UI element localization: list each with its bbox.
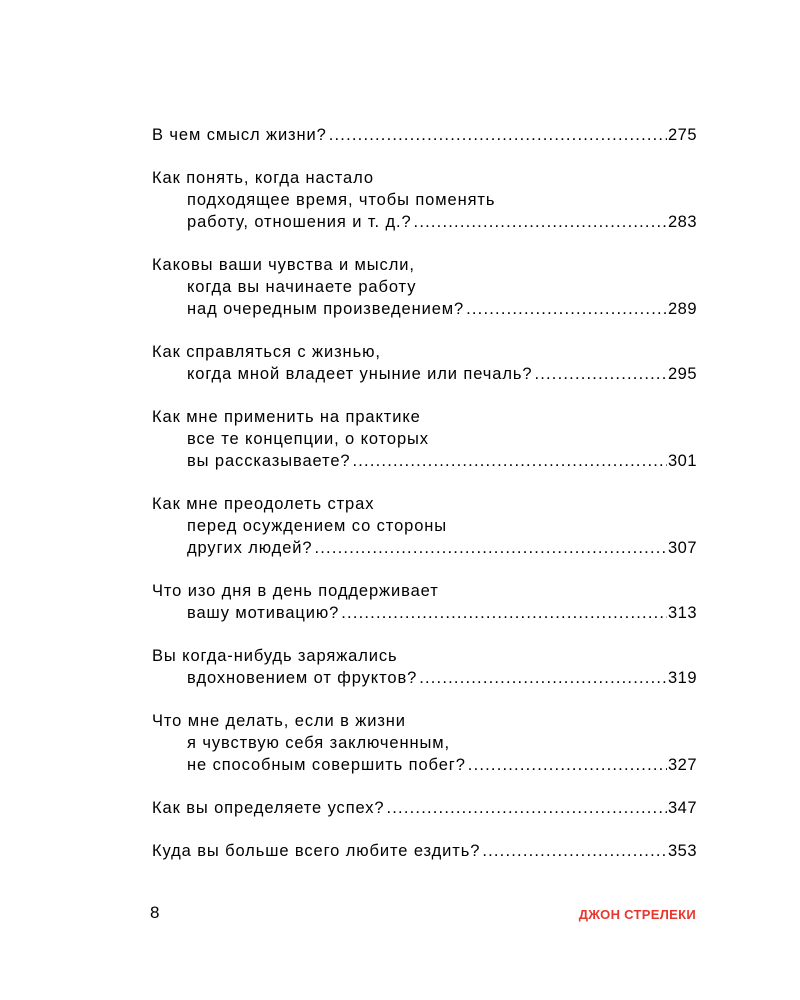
dot-leader: [419, 667, 667, 689]
dot-leader: [466, 298, 667, 320]
table-of-contents: [152, 124, 697, 883]
toc-entry-page: 327: [667, 756, 697, 774]
toc-entry-line: [152, 602, 697, 624]
dot-leader: [468, 754, 667, 776]
toc-entry[interactable]: [152, 167, 697, 233]
toc-entry-title: Куда вы больше всего любите ездить?: [152, 842, 481, 860]
toc-entry-page: 347: [667, 799, 697, 817]
toc-entry-title: Вы когда-нибудь заряжались: [152, 647, 398, 665]
toc-entry-title-continuation: над очередным произведением?: [187, 300, 465, 318]
toc-entry[interactable]: [152, 797, 697, 819]
toc-entry-page: 313: [667, 604, 697, 622]
toc-entry-page: 301: [667, 452, 697, 470]
toc-entry-title: Как справляться с жизнью,: [152, 343, 381, 361]
dot-leader: [482, 840, 667, 862]
toc-entry-page: 353: [667, 842, 697, 860]
toc-entry-title: Каковы ваши чувства и мысли,: [152, 256, 415, 274]
toc-entry-line: [152, 797, 697, 819]
toc-entry-page: 283: [667, 213, 697, 231]
toc-entry-page: 295: [667, 365, 697, 383]
toc-entry-page: 275: [667, 126, 697, 144]
toc-entry-title: Как вы определяете успех?: [152, 799, 385, 817]
toc-entry-title-continuation: подходящее время, чтобы поменять: [187, 191, 496, 209]
toc-entry-title-continuation: других людей?: [187, 539, 313, 557]
toc-entry[interactable]: [152, 710, 697, 776]
toc-entry-title-continuation: когда вы начинаете работу: [187, 278, 417, 296]
toc-entry-line: [152, 450, 697, 472]
toc-entry-title-continuation: вашу мотивацию?: [187, 604, 340, 622]
dot-leader: [314, 537, 666, 559]
toc-entry-title: Как мне применить на практике: [152, 408, 421, 426]
dot-leader: [341, 602, 667, 624]
toc-entry-line: [152, 298, 697, 320]
toc-entry-page: 319: [667, 669, 697, 687]
toc-entry-title-continuation: не способным совершить побег?: [187, 756, 466, 774]
page-number: 8: [150, 903, 160, 922]
toc-entry[interactable]: [152, 493, 697, 559]
toc-entry-title-continuation: перед осуждением со стороны: [187, 517, 448, 535]
toc-entry-title: В чем смысл жизни?: [152, 126, 327, 144]
toc-entry-title: Как мне преодолеть страх: [152, 495, 375, 513]
dot-leader: [534, 363, 667, 385]
toc-entry-title-continuation: все те концепции, о которых: [187, 430, 429, 448]
toc-entry-line: [152, 363, 697, 385]
toc-entry-page: 289: [667, 300, 697, 318]
toc-entry-page: 307: [667, 539, 697, 557]
dot-leader: [329, 124, 667, 146]
toc-entry[interactable]: [152, 580, 697, 624]
running-footer-author: ДЖОН СТРЕЛЕКИ: [578, 907, 696, 922]
toc-entry-line: [152, 537, 697, 559]
toc-entry-line: [152, 754, 697, 776]
toc-entry[interactable]: [152, 254, 697, 320]
dot-leader: [386, 797, 666, 819]
toc-entry[interactable]: [152, 406, 697, 472]
toc-entry-line: [152, 211, 697, 233]
toc-entry-title-continuation: когда мной владеет уныние или печаль?: [187, 365, 533, 383]
toc-entry-line: [152, 124, 697, 146]
toc-entry-title-continuation: я чувствую себя заключенным,: [187, 734, 450, 752]
toc-entry-title: Что изо дня в день поддерживает: [152, 582, 439, 600]
toc-entry-title: Что мне делать, если в жизни: [152, 712, 406, 730]
dot-leader: [414, 211, 667, 233]
toc-entry[interactable]: [152, 341, 697, 385]
toc-entry-title: Как понять, когда настало: [152, 169, 374, 187]
toc-entry[interactable]: [152, 840, 697, 862]
dot-leader: [352, 450, 666, 472]
toc-entry-line: [152, 840, 697, 862]
toc-entry[interactable]: [152, 124, 697, 146]
toc-entry-title-continuation: работу, отношения и т. д.?: [187, 213, 412, 231]
toc-entry-line: [152, 667, 697, 689]
toc-entry-title-continuation: вдохновением от фруктов?: [187, 669, 418, 687]
toc-entry[interactable]: [152, 645, 697, 689]
toc-entry-title-continuation: вы рассказываете?: [187, 452, 351, 470]
